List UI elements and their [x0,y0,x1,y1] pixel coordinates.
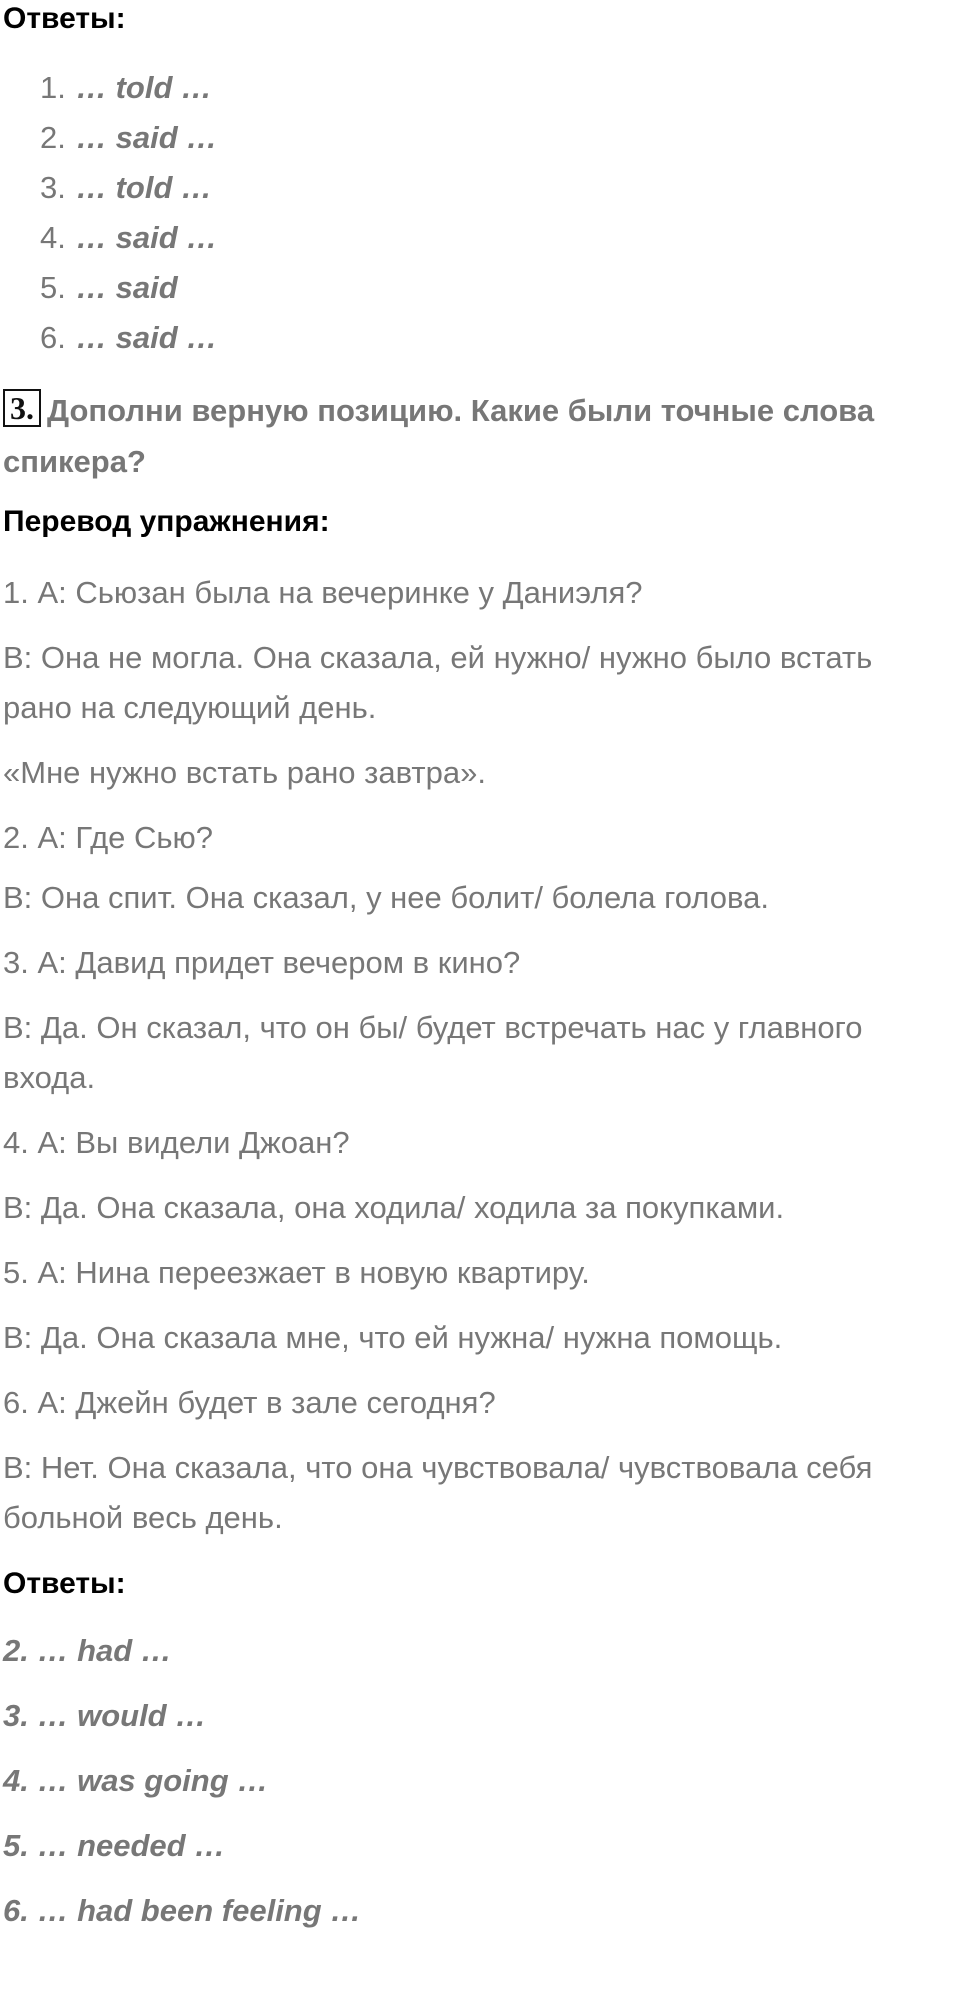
list-item-number: 3. [40,170,66,205]
translation-line: 2. А: Где Сью? [3,820,214,855]
list-item [40,70,212,106]
list-item-number: 4. [40,220,66,255]
translation-line: 3. А: Давид придет вечером в кино? [3,945,521,980]
task-instruction: Дополни верную позицию. Какие были точные слова спикера? [3,393,875,479]
translation-line: «Мне нужно встать рано завтра». [3,755,486,790]
translation-line: В: Да. Она сказала, она ходила/ ходила за покупками. [3,1190,785,1225]
translation-line: В: Да. Она сказала мне, что ей нужна/ нужна помощь. [3,1320,783,1355]
list-item [40,170,212,206]
list-item [40,270,178,306]
translation-line: В: Она спит. Она сказал, у нее болит/ болела голова. [3,880,769,915]
list-item-answer: … said [76,270,178,305]
list-item-answer: … said … [76,220,218,255]
task-number-box: 3. [3,389,41,427]
answer-item: 3. … would … [3,1698,207,1733]
list-item-answer: … said … [76,320,218,355]
translation-line: 4. А: Вы видели Джоан? [3,1125,350,1160]
list-item-answer: … told … [76,170,213,205]
translation-line: В: Да. Он сказал, что он бы/ будет встречать нас у главного входа. [3,1010,863,1095]
translation-heading: Перевод упражнения: [3,505,330,538]
translation-line: 5. А: Нина переезжает в новую квартиру. [3,1255,590,1290]
list-item-number: 5. [40,270,66,305]
task-title [3,385,943,487]
list-item [40,220,217,256]
answer-item: 4. … was going … [3,1763,269,1798]
list-item-answer: … said … [76,120,218,155]
answer-item: 5. … needed … [3,1828,226,1863]
answers-heading: Ответы: [3,2,126,35]
list-item-answer: … told … [76,70,213,105]
list-item [40,120,217,156]
translation-line: В: Она не могла. Она сказала, ей нужно/ нужно было встать рано на следующий день. [3,640,873,725]
list-item-number: 1. [40,70,66,105]
translation-line: В: Нет. Она сказала, что она чувствовала/ чувствовала себя больной весь день. [3,1450,873,1535]
list-item [40,320,217,356]
translation-line: 6. А: Джейн будет в зале сегодня? [3,1385,496,1420]
answers-heading: Ответы: [3,1567,126,1600]
list-item-number: 2. [40,120,66,155]
list-item-number: 6. [40,320,66,355]
answer-item: 6. … had been feeling … [3,1893,362,1928]
answer-item: 2. … had … [3,1633,172,1668]
translation-line: 1. А: Сьюзан была на вечеринке у Даниэля? [3,575,643,610]
